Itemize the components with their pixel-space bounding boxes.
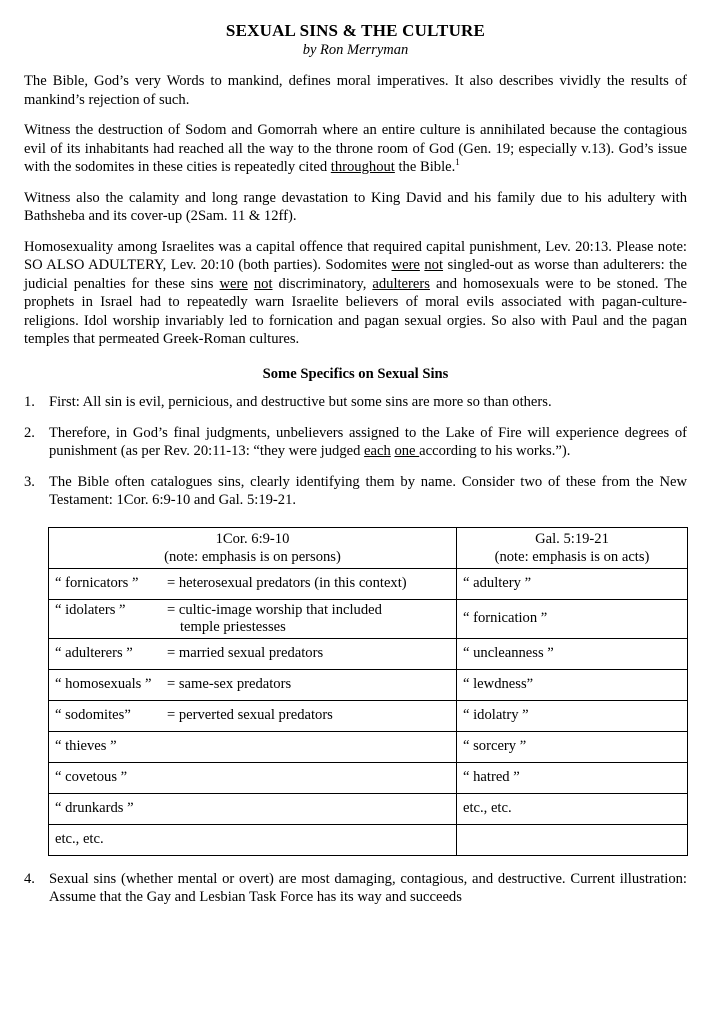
list-text: according to his works.”).	[419, 443, 571, 459]
author-byline: by Ron Merryman	[302, 42, 409, 58]
table-row	[49, 638, 688, 669]
table-row	[49, 700, 688, 731]
underlined-word: throughout	[330, 159, 395, 175]
paragraph-text: singled-out as worse than adulterers: the judicial penalties for these sins	[24, 257, 687, 292]
column-note: (note: emphasis is on acts)	[494, 548, 650, 565]
list-text: First: All sin is evil, pernicious, and destructive but some sins are more so than others.	[49, 394, 552, 410]
column-note: (note: emphasis is on persons)	[164, 548, 341, 565]
sin-definition: = married sexual predators	[167, 645, 324, 662]
list-number: 3.	[24, 473, 35, 490]
table-row	[49, 669, 688, 700]
paragraph-text: discriminatory,	[272, 275, 373, 292]
footnote-marker: 1	[455, 157, 460, 168]
underlined-word: not	[424, 257, 444, 273]
section-heading: Some Specifics on Sexual Sins	[262, 365, 449, 382]
paragraph-text: and homosexuals were to be stoned. The prophets in Israel had to repeatedly warn Israelite believers of moral evils associated with pagan-culture-religions. Idol worship invariably led to fornication and pagan sexual orgies. So also with Paul and the pagan temples that permeated Greek-Roman cultures.	[24, 275, 688, 347]
list-item-1	[24, 393, 687, 412]
table-cell-right: “ idolatry ”	[457, 700, 688, 731]
table-cell-left	[49, 762, 457, 793]
list-text: The Bible often catalogues sins, clearly identifying them by name. Consider two of these from the New Testament: 1Cor. 6:9-10 and Gal. 5:19-21.	[49, 473, 687, 508]
table-cell-left	[49, 700, 457, 731]
sin-term: etc., etc.	[55, 831, 104, 848]
underlined-word: adulterers	[372, 275, 430, 292]
sin-term: “ sodomites”	[55, 707, 131, 724]
table-cell-right: “ sorcery ”	[457, 731, 688, 762]
sin-term: “ idolaters ”	[55, 601, 126, 618]
sin-definition: = same-sex predators	[167, 676, 292, 693]
table-cell-left	[49, 793, 457, 824]
sin-term: “ adulterers ”	[55, 645, 133, 662]
sin-definition: = perverted sexual predators	[167, 707, 333, 724]
document-page	[24, 16, 687, 919]
paragraph-law	[24, 238, 687, 349]
table-cell-right: “ lewdness”	[457, 669, 688, 700]
list-item-4	[24, 870, 687, 907]
list-number: 2.	[24, 424, 35, 441]
table-row	[49, 824, 688, 855]
column-header-corinthians	[49, 527, 457, 568]
list-item-3	[24, 473, 687, 510]
table-cell-left	[49, 638, 457, 669]
table-row	[49, 762, 688, 793]
sin-term: “ fornicators ”	[55, 575, 139, 592]
sin-term: “ covetous ”	[55, 769, 128, 786]
sin-definition: = cultic-image worship that included	[167, 601, 382, 618]
underlined-word: each	[364, 443, 391, 459]
table-cell-left	[49, 731, 457, 762]
underlined-word: not	[253, 275, 273, 292]
list-text: Therefore, in God’s final judgments, unbelievers assigned to the Lake of Fire will experience degrees of punishment (as per Rev. 20:11-13: “they were judged	[49, 424, 687, 459]
list-text: Sexual sins (whether mental or overt) are most damaging, contagious, and destructive. Current illustration: Assume that the Gay and Lesbian Task Force has its way and succeeds	[49, 870, 687, 905]
paragraph-text: Homosexuality among Israelites was a capital offence that required capital punishment, Lev. 20:13. Please note: SO ALSO ADULTERY, Lev. 20:10 (both parties). Sodomites	[24, 238, 687, 273]
paragraph-intro: The Bible, God’s very Words to mankind, defines moral imperatives. It also describes vividly the results of mankind’s rejection of such.	[24, 73, 687, 108]
paragraph-david: Witness also the calamity and long range devastation to King David and his family due to his adultery with Bathsheba and its cover-up (2Sam. 11 & 12ff).	[24, 189, 687, 224]
sin-term: “ thieves ”	[55, 738, 117, 755]
paragraph-text: the Bible.	[394, 159, 456, 175]
sin-definition-continued: temple priestesses	[180, 618, 286, 635]
column-reference: 1Cor. 6:9-10	[215, 530, 290, 547]
table-cell-right	[457, 824, 688, 855]
underlined-word: one	[394, 443, 420, 459]
table-row	[49, 568, 688, 599]
document-title: SEXUAL SINS & THE CULTURE	[225, 21, 486, 40]
paragraph-text: Witness the destruction of Sodom and Gomorrah where an entire culture is annihilated because the contagious evil of its inhabitants had reached all the way to the throne room of God (Gen. 19; especially v.13). God’s issue with the sodomites in these cities is repeatedly cited	[24, 122, 687, 175]
table-header-row	[49, 527, 688, 568]
column-reference: Gal. 5:19-21	[535, 530, 609, 547]
underlined-word: were	[219, 275, 248, 292]
table-cell-left	[49, 669, 457, 700]
table-cell-left	[49, 824, 457, 855]
paragraph-sodom	[24, 121, 687, 177]
table-cell-right: “ uncleanness ”	[457, 638, 688, 669]
sin-term: “ homosexuals ”	[55, 676, 152, 693]
column-header-galatians	[457, 527, 688, 568]
sins-comparison-table	[48, 527, 688, 856]
sin-definition: = heterosexual predators (in this context)	[167, 575, 407, 592]
table-cell-right: “ hatred ”	[457, 762, 688, 793]
sin-term: “ drunkards ”	[55, 800, 134, 817]
list-number: 1.	[24, 394, 35, 410]
table-cell-left	[49, 568, 457, 599]
table-row	[49, 731, 688, 762]
underlined-word: were	[391, 257, 420, 273]
list-item-2	[24, 424, 687, 461]
table-cell-right: “ fornication ”	[457, 599, 688, 638]
table-cell-right: “ adultery ”	[457, 568, 688, 599]
table-row	[49, 599, 688, 638]
numbered-list	[24, 393, 687, 510]
numbered-list-continued	[24, 870, 687, 907]
list-number: 4.	[24, 870, 35, 887]
table-cell-left	[49, 599, 457, 638]
table-cell-right: etc., etc.	[457, 793, 688, 824]
table-row	[49, 793, 688, 824]
